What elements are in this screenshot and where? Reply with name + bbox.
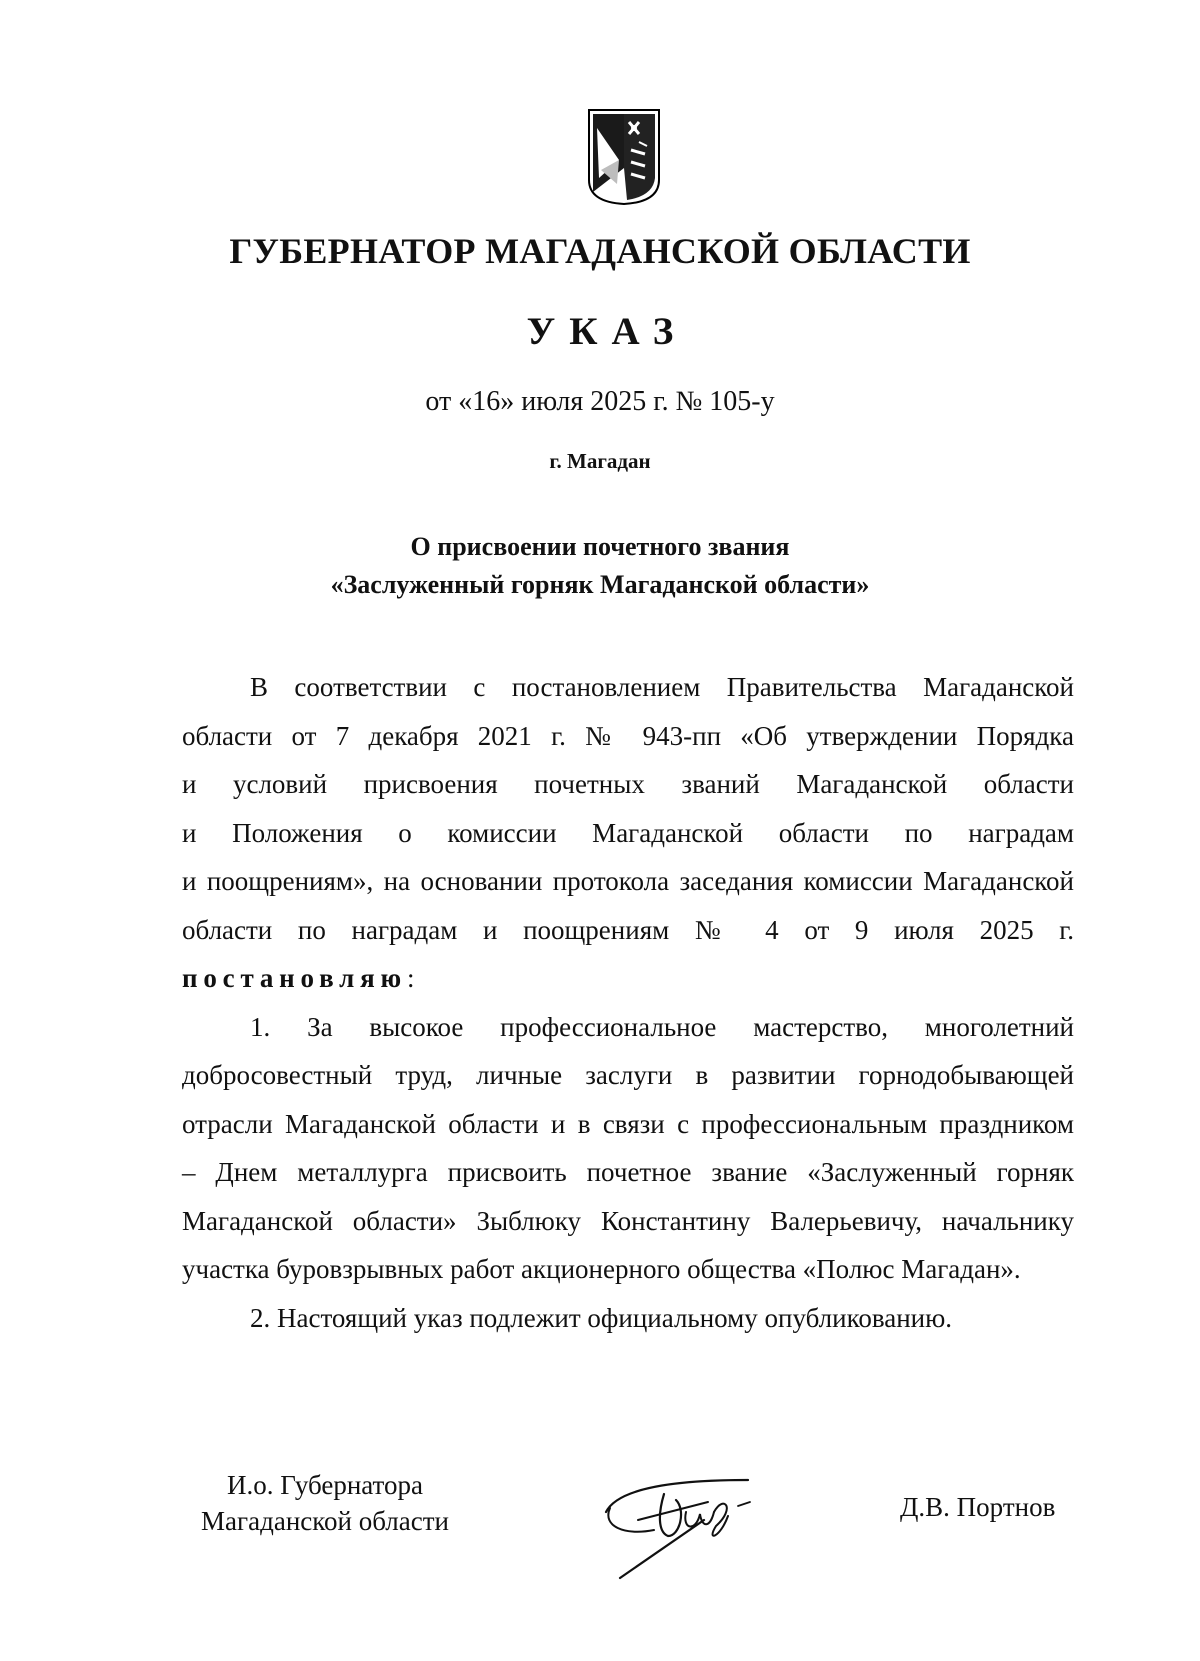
- document-type: УКАЗ: [526, 310, 688, 353]
- body-line: и Положения о комиссии Магаданской области по наградам: [182, 817, 1074, 848]
- document-date-number: от «16» июля 2025 г. № 105-у: [425, 386, 775, 417]
- document-body: [182, 663, 1074, 1342]
- body-line: области по наградам и поощрениям № 4 от 9 июля 2025 г.: [182, 914, 1074, 945]
- body-line: области от 7 декабря 2021 г. № 943-пп «Об утверждении Порядка: [182, 720, 1074, 751]
- body-line: Магаданской области» Зыблюку Константину Валерьевичу, начальнику: [182, 1205, 1074, 1236]
- body-line: и условий присвоения почетных званий Магаданской области: [182, 769, 1074, 799]
- handwritten-signature: [598, 1450, 798, 1580]
- coat-of-arms-emblem: [587, 108, 661, 206]
- body-line: добросовестный труд, личные заслуги в развитии горнодобывающей: [182, 1060, 1074, 1090]
- signatory-name: Д.В. Портнов: [900, 1492, 1056, 1522]
- body-line: и поощрениям», на основании протокола заседания комиссии Магаданской: [182, 866, 1074, 896]
- subject-line: О присвоении почетного звания: [410, 532, 790, 561]
- document-city: г. Магадан: [549, 449, 651, 473]
- decree-word: постановляю: [182, 963, 407, 993]
- body-line: 1. За высокое профессиональное мастерство, многолетний: [250, 1011, 1074, 1042]
- decree-operative-line: [182, 954, 1074, 1003]
- body-line: участка буровзрывных работ акционерного общества «Полюс Магадан».: [182, 1254, 1021, 1284]
- body-line: – Днем металлурга присвоить почетное звание «Заслуженный горняк: [182, 1157, 1074, 1187]
- body-line: В соответствии с постановлением Правительства Магаданской: [250, 672, 1074, 702]
- signatory-position: [180, 1467, 470, 1539]
- signatory-position-line: И.о. Губернатора: [226, 1470, 423, 1500]
- signatory-position-line: Магаданской области: [201, 1506, 449, 1536]
- body-line: отрасли Магаданской области и в связи с профессиональным праздником: [182, 1108, 1074, 1139]
- body-line: 2. Настоящий указ подлежит официальному опубликованию.: [250, 1302, 953, 1333]
- subject-line: «Заслуженный горняк Магаданской области»: [330, 570, 870, 599]
- decree-colon: :: [406, 963, 415, 993]
- document-subject: [0, 528, 1200, 604]
- issuing-authority: ГУБЕРНАТОР МАГАДАНСКОЙ ОБЛАСТИ: [229, 231, 971, 271]
